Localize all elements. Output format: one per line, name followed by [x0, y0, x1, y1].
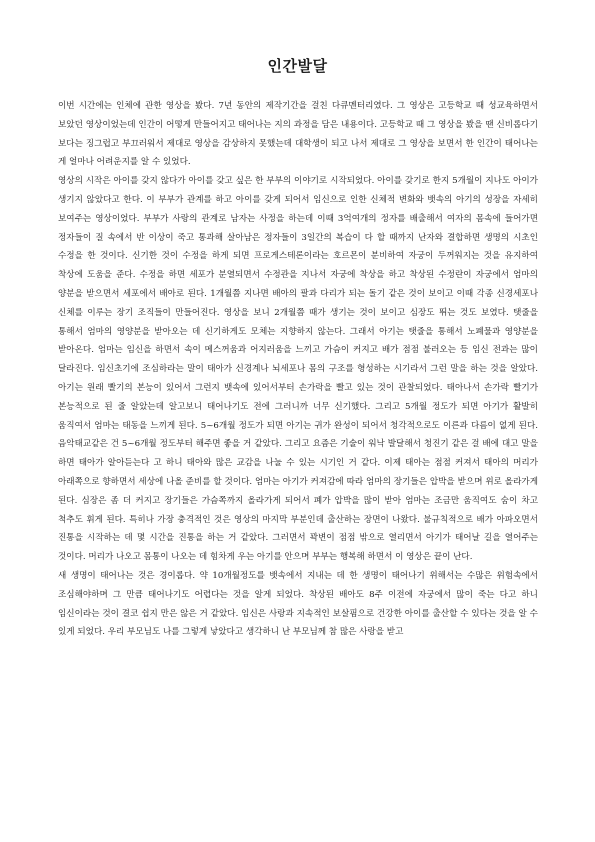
paragraph-main: 영상의 시작은 아이를 갖지 않다가 아이를 갖고 싶은 한 부부의 이야기로 시작되었다. 아이를 갖기로 한지 5개월이 지나도 아이가 생기지 않았다고 한다. 이 부부가 관계를 하고 아이를 갖게 되어서 임신으로 인한 신체적 변화와 뱃속의 아기의 성장을 자세히 보여주는 영상이었다. 부부가 사랑의 관계로 남자는 사정을 하는데 이때 3억여개의 정자를 배출해서 여자의 몸속에 들어가면 정자들이 질 속에서 반 이상이 죽고 통과해 살아남은 정자들이 3일간의 복습이 다 할 때까지 난자와 결합하면 생명의 시초인 수정을 한 것이다. 신기한 것이 수정을 하게 되면 프로게스테론이라는 호르몬이 분비하여 자궁이 두꺼워지는 것을 유지하여 착상에 도움을 준다. 수정을 하면 세포가 분열되면서 수정관을 지나서 자궁에 착상을 하고 착상된 수정란이 자궁에서 엄마의 양분을 받으면서 세포에서 배아로 된다. 1개월쯤 지나면 배아의 팔과 다리가 되는 돌기 같은 것이 보이고 이때 각종 신경세포나 신체를 이루는 장기 조직들이 만들어진다. 영상을 보니 2개월쯤 때가 생기는 것이 보이고 심장도 뛰는 것도 보였다. 탯줄을 통해서 엄마의 영양분을 받아오는 데 신기하게도 모체는 지향하지 않는다. 그래서 아기는 탯줄을 통해서 노폐물과 영양분을 받아온다. 엄마는 임신을 하면서 속이 메스꺼움과 어지러움을 느끼고 가슴이 커지고 배가 점점 불러오는 등 임신 전과는 많이 달라진다. 임신초기에 조심하라는 말이 태아가 신경계나 뇌세포나 몸의 구조를 형성하는 시기라서 그런 말을 하는 것을 알았다. 아기는 원래 빨기의 본능이 있어서 그런지 뱃속에 있어서부터 손가락을 빨고 있는 것이 관찰되었다. 태아나서 손가락 빨기가 본능적으로 된 줄 알았는데 알고보니 태어나기도 전에 그러니까 너무 신기했다. 그리고 5개월 정도가 되면 아기가 활발히 움직여서 엄마는 태동을 느끼게 된다. 5~6개월 정도가 되면 아기는 귀가 완성이 되어서 청각적으로도 이른과 다름이 없게 된다. 음악태교같은 건 5~6개월 정도부터 해주면 좋을 거 같았다. 그리고 요즘은 기술이 워낙 발달해서 청진기 같은 걸 배에 대고 말을 하면 태아가 알아듣는다 고 하니 태아와 많은 교감을 나눌 수 있는 시기인 거 같다. 이제 태아는 점점 커져서 태아의 머리가 아래쪽으로 향하면서 세상에 나올 준비를 할 것이다. 엄마는 아기가 커져감에 따라 엄마의 장기들은 압박을 받으며 위로 올라가게 된다. 심장은 좀 더 커지고 장기들은 가슴쪽까지 올라가게 되어서 폐가 압박을 많이 받아 엄마는 조금만 움직여도 숨이 차고 척추도 휘게 된다. 특히나 가장 충격적인 것은 영상의 마지막 부분인데 출산하는 장면이 나왔다. 불규칙적으로 배가 아파오면서 진통을 시작하는 데 몇 시간을 진통을 하는 거 같았다. 그러면서 꽉변이 점점 밖으로 열리면서 아기가 태어날 길을 열어주는 것이다. 머리가 나오고 몸통이 나오는 데 힘차게 우는 아기를 안으며 부부는 행복해 하면서 이 영상은 끝이 난다.: [58, 176, 538, 563]
paragraph-intro: 이번 시간에는 인체에 관한 영상을 봤다. 7년 동안의 제작기간을 걸친 다큐멘터리였다. 그 영상은 고등학교 때 성교육하면서 보았던 영상이었는데 인간이 어떻게 만들어지고 태어나는 지의 과정을 담은 내용이다. 고등학교 때 그 영상을 봤을 땐 신비롭다기 보다는 징그럽고 부끄러워서 제대로 영상을 감상하지 못했는데 대학생이 되고 나서 제대로 그 영상을 보면서 한 인간이 태어나는 게 얼마나 어려운지를 알 수 있었다.: [58, 101, 538, 168]
paragraph-conclusion: 새 생명이 태어나는 것은 경이롭다. 약 10개월정도를 뱃속에서 지내는 데 한 생명이 태어나기 위해서는 수많은 위험속에서 조심해야하며 그 만큼 태어나기도 어렵다는 것을 알게 되었다. 착상된 배아도 8주 이전에 자궁에서 많이 죽는 다고 하니 임신이라는 것이 결코 쉽지 만은 않은 거 같았다. 임신은 사랑과 지속적인 보살핌으로 건강한 아이를 출산할 수 있다는 것을 알 수 있게 되었다. 우리 부모님도 나를 그렇게 낳았다고 생각하니 난 부모님께 참 많은 사랑을 받고: [58, 570, 538, 638]
page-title: 인간발달: [267, 57, 328, 75]
document-body: [58, 97, 538, 642]
